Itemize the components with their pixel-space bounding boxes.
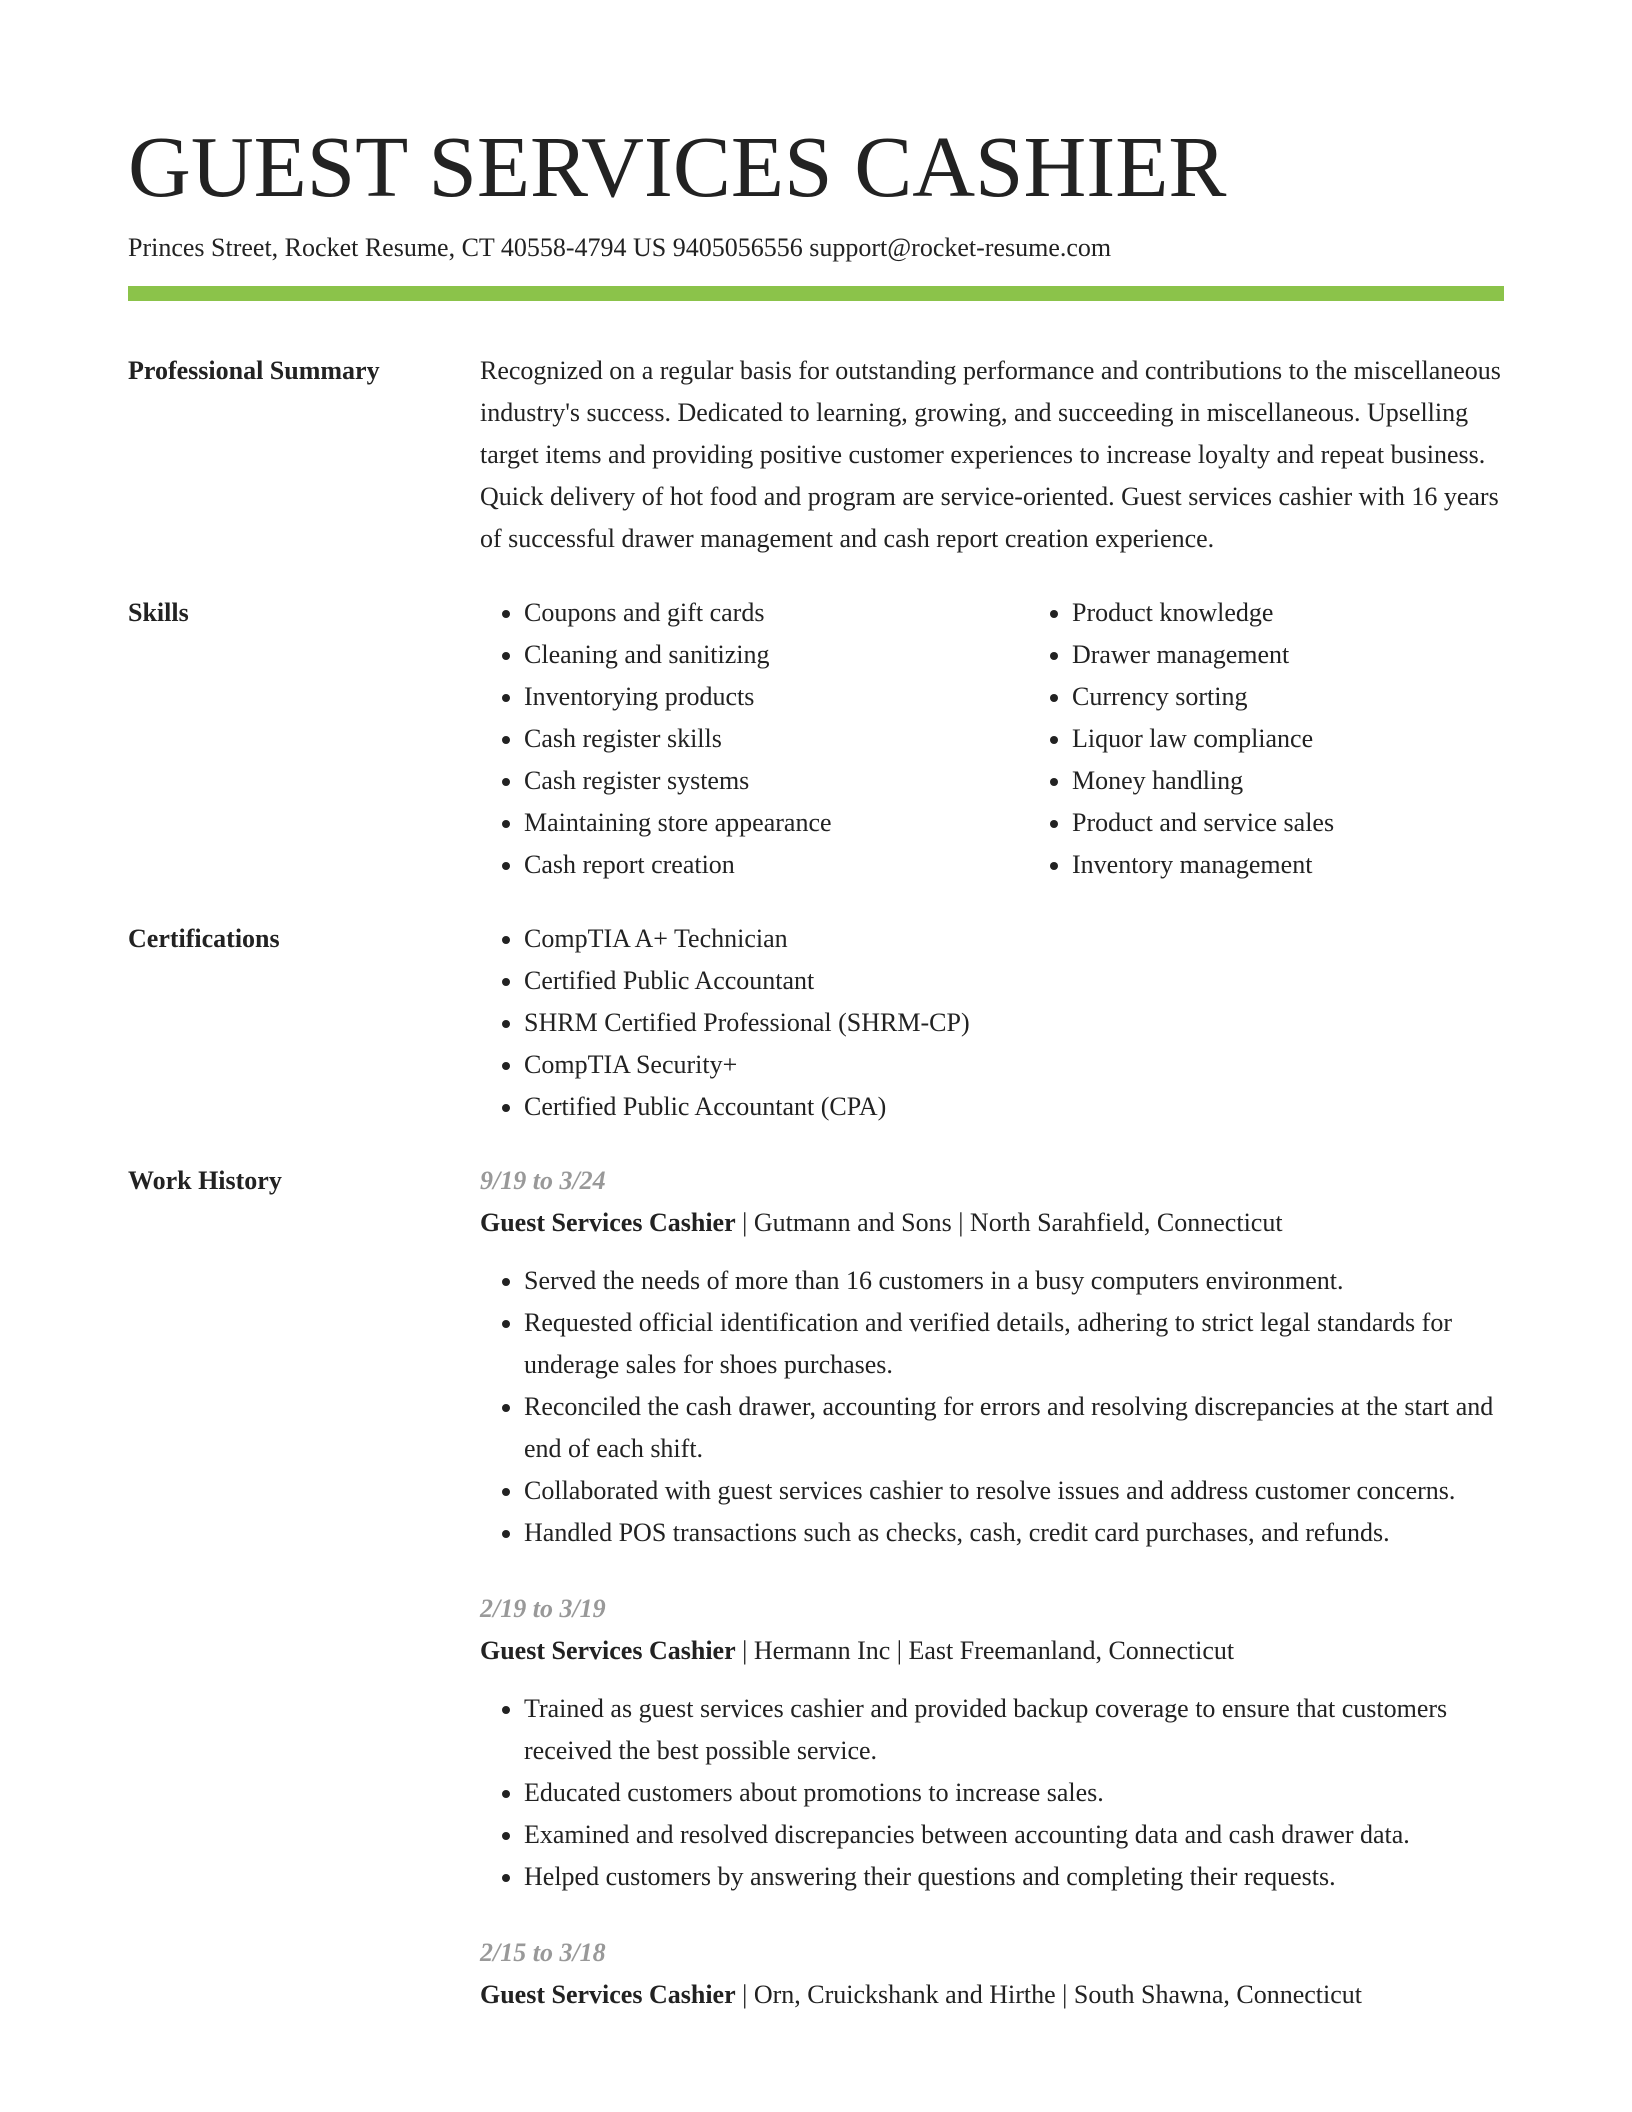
job-bullets	[480, 1688, 1504, 1898]
job-title-line	[480, 1974, 1504, 2016]
certifications-list	[480, 918, 1504, 1128]
section-skills	[128, 592, 1504, 886]
job-entry	[480, 1932, 1504, 2016]
job-title: Guest Services Cashier	[480, 1208, 736, 1237]
job-title: Guest Services Cashier	[480, 1636, 736, 1665]
section-heading: Work History	[128, 1166, 282, 1195]
skills-list-left	[480, 592, 1028, 886]
section-heading: Skills	[128, 598, 189, 627]
section-certifications	[128, 918, 1504, 1128]
accent-divider	[128, 286, 1504, 301]
skill-item: • Product knowledge	[1072, 592, 1576, 634]
section-body	[480, 918, 1504, 1128]
job-title-line	[480, 1202, 1504, 1244]
skill-item: • Cleaning and sanitizing	[524, 634, 1028, 676]
job-entry	[480, 1160, 1504, 1554]
job-bullet: • Helped customers by answering their questions and completing their requests.	[524, 1856, 1504, 1898]
job-bullet: • Collaborated with guest services cashier to resolve issues and address customer concerns.	[524, 1470, 1504, 1512]
job-bullet: • Educated customers about promotions to increase sales.	[524, 1772, 1504, 1814]
job-details: | Orn, Cruickshank and Hirthe | South Shawna, Connecticut	[735, 1980, 1362, 2009]
job-details: | Hermann Inc | East Freemanland, Connecticut	[735, 1636, 1235, 1665]
skills-list-right	[1028, 592, 1576, 886]
certification-item: • SHRM Certified Professional (SHRM-CP)	[524, 1002, 1504, 1044]
skill-item: • Currency sorting	[1072, 676, 1576, 718]
job-bullet: • Trained as guest services cashier and provided backup coverage to ensure that customers received the best possible service.	[524, 1688, 1504, 1772]
skill-item: • Inventory management	[1072, 844, 1576, 886]
section-heading: Professional Summary	[128, 356, 380, 385]
job-dates: 9/19 to 3/24	[480, 1166, 606, 1195]
skill-item: • Cash register skills	[524, 718, 1028, 760]
certification-item: • Certified Public Accountant	[524, 960, 1504, 1002]
job-dates: 2/19 to 3/19	[480, 1594, 606, 1623]
resume-sections	[128, 350, 1504, 2050]
skill-item: • Drawer management	[1072, 634, 1576, 676]
job-details: | Gutmann and Sons | North Sarahfield, Connecticut	[735, 1208, 1283, 1237]
skill-item: • Liquor law compliance	[1072, 718, 1576, 760]
job-bullet: • Reconciled the cash drawer, accounting for errors and resolving discrepancies at the start and end of each shift.	[524, 1386, 1504, 1470]
section-heading: Certifications	[128, 924, 280, 953]
skill-item: • Cash register systems	[524, 760, 1028, 802]
section-work-history	[128, 1160, 1504, 2050]
certification-item: • Certified Public Accountant (CPA)	[524, 1086, 1504, 1128]
section-body	[480, 1160, 1504, 2050]
job-bullet: • Examined and resolved discrepancies between accounting data and cash drawer data.	[524, 1814, 1504, 1856]
job-title: Guest Services Cashier	[480, 1980, 736, 2009]
job-bullet: • Served the needs of more than 16 customers in a busy computers environment.	[524, 1260, 1504, 1302]
skills-columns	[480, 592, 1504, 886]
skill-item: • Inventorying products	[524, 676, 1028, 718]
job-bullet: • Requested official identification and verified details, adhering to strict legal standards for underage sales for shoes purchases.	[524, 1302, 1504, 1386]
contact-info: Princes Street, Rocket Resume, CT 40558-4794 US 9405056556 support@rocket-resume.com	[128, 233, 1112, 262]
certification-item: • CompTIA A+ Technician	[524, 918, 1504, 960]
job-dates: 2/15 to 3/18	[480, 1938, 606, 1967]
skill-item: • Product and service sales	[1072, 802, 1576, 844]
summary-text: Recognized on a regular basis for outstanding performance and contributions to the miscellaneous industry's success. Dedicated to learning, growing, and succeeding in miscellaneous. Upselling target items and providing positive customer experiences to increase loyalty and repeat business. Quick delivery of hot food and program are service-oriented. Guest services cashier with 16 years of successful drawer management and cash report creation experience.	[480, 356, 1501, 553]
section-body	[480, 350, 1504, 560]
job-title-line	[480, 1630, 1504, 1672]
job-bullet: • Handled POS transactions such as checks, cash, credit card purchases, and refunds.	[524, 1512, 1504, 1554]
skill-item: • Maintaining store appearance	[524, 802, 1028, 844]
certification-item: • CompTIA Security+	[524, 1044, 1504, 1086]
resume-name: GUEST SERVICES CASHIER	[128, 118, 1227, 215]
job-entry	[480, 1588, 1504, 1898]
skill-item: • Coupons and gift cards	[524, 592, 1028, 634]
job-bullets	[480, 1260, 1504, 1554]
skill-item: • Money handling	[1072, 760, 1576, 802]
skill-item: • Cash report creation	[524, 844, 1028, 886]
section-professional-summary	[128, 350, 1504, 560]
